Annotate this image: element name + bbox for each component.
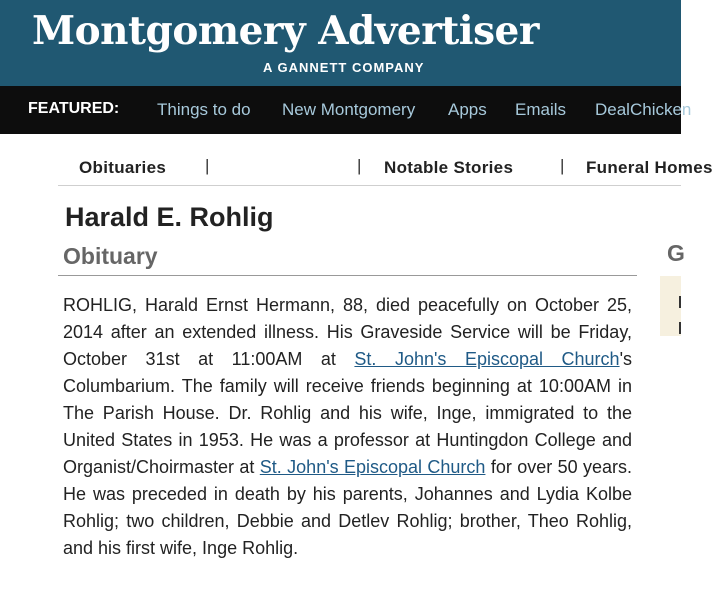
featured-link-new-montgomery[interactable]: New Montgomery — [282, 100, 416, 119]
obituary-text-part: for over 50 years. He was preceded in death by his parents, Johannes and Lydia Kolbe Rohlig; two children, Debbie and Detlev Rohlig; brother, Theo Rohlig, and his first wife, Inge Rohlig. — [63, 457, 632, 558]
obituary-text-part: 's Columbarium. The family will receive friends beginning at 10:00AM in The Parish House. Dr. Rohlig and his wife, Inge, immigrated to the United States in 1953. He was a professor at Huntingdon College and Organist/Choirmaster at — [63, 349, 632, 477]
subnav-notable-stories[interactable]: Notable Stories — [384, 158, 514, 177]
featured-link-dealchicken[interactable]: DealChicken — [595, 100, 692, 119]
sidebar-heading: G — [667, 240, 685, 266]
featured-link-things-to-do[interactable]: Things to do — [157, 100, 251, 119]
sidebar-text-fragment — [679, 296, 681, 308]
featured-link-emails[interactable]: Emails — [515, 100, 567, 119]
obituary-text-part: ROHLIG, Harald Ernst Hermann, 88, died peacefully on October 25, 2014 after an extended illness. His Graveside Service will be Friday, October 31st at 11:00AM at — [63, 295, 632, 369]
subnav-funeral-homes[interactable]: Funeral Homes — [586, 158, 713, 177]
subnav-separator: | — [357, 156, 362, 175]
section-subnav — [58, 146, 713, 186]
masthead — [0, 0, 681, 86]
featured-label: FEATURED: — [28, 100, 120, 117]
sidebar-box — [660, 276, 681, 336]
section-heading-label: Obituary — [63, 243, 158, 269]
sidebar-text-fragment — [679, 322, 681, 334]
subnav-obituaries[interactable]: Obituaries — [79, 158, 167, 177]
obituary-text — [63, 292, 632, 562]
site-logo[interactable]: Montgomery Advertiser — [32, 8, 539, 54]
subnav-separator: | — [560, 156, 565, 175]
featured-bar — [0, 86, 692, 134]
subnav-separator: | — [205, 156, 210, 175]
page-title: Harald E. Rohlig — [65, 202, 274, 232]
church-link[interactable]: St. John's Episcopal Church — [354, 349, 620, 369]
site-logo-subtitle: A GANNETT COMPANY — [263, 60, 425, 75]
church-link[interactable]: St. John's Episcopal Church — [259, 457, 486, 477]
featured-link-apps[interactable]: Apps — [448, 100, 487, 119]
section-heading — [58, 240, 637, 276]
